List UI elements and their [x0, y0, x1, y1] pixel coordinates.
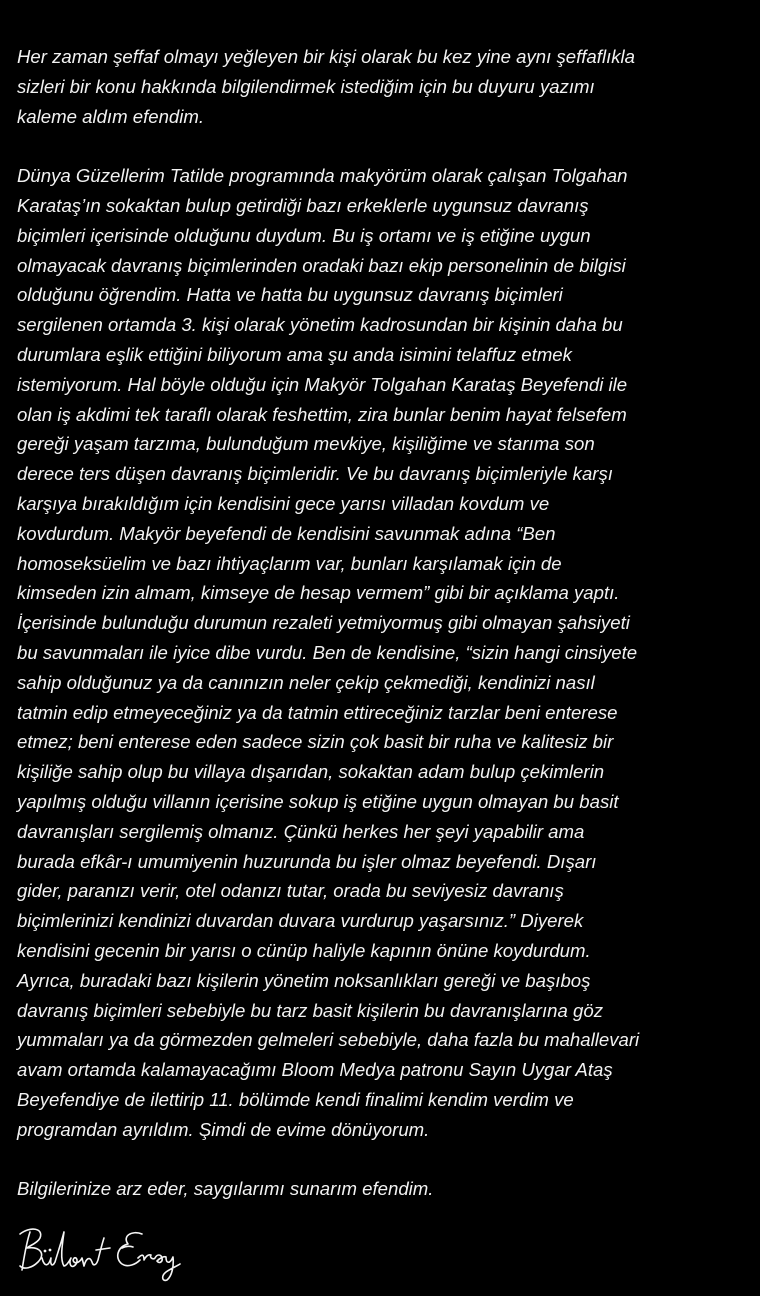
text-line: programdan ayrıldım. Şimdi de evime dönüyorum.	[17, 1118, 430, 1140]
text-line: kovdurdum. Makyör beyefendi de kendisini savunmak adına “Ben	[17, 522, 556, 544]
text-line: biçimlerinizi kendinizi duvardan duvara vurdurup yaşarsınız.” Diyerek	[17, 910, 584, 932]
text-line: olmayacak davranış biçimlerinden oradaki bazı ekip personelinin de bilgisi	[17, 254, 626, 276]
text-line: homoseksüelim ve bazı ihtiyaçlarım var, bunları karşılamak için de	[17, 552, 562, 574]
text-line: sizleri bir konu hakkında bilgilendirmek istediğim için bu duyuru yazımı	[17, 75, 595, 97]
text-line: Bilgilerinize arz eder, saygılarımı sunarım efendim.	[17, 1178, 434, 1200]
text-line: sergilenen ortamda 3. kişi olarak yönetim kadrosundan bir kişinin daha bu	[17, 314, 623, 336]
text-line: gider, paranızı verir, otel odanızı tutar, orada bu seviyesiz davranış	[17, 880, 564, 902]
text-line: kendisini gecenin bir yarısı o cünüp haliyle kapının önüne koydurdum.	[17, 939, 591, 961]
paragraph-3	[17, 1174, 747, 1204]
text-line: yapılmış olduğu villanın içerisine sokup iş etiğine uygun olmayan bu basit	[17, 790, 619, 812]
paragraph-gap	[17, 131, 747, 161]
text-line: kaleme aldım efendim.	[17, 105, 205, 127]
text-line: Beyefendiye de ilettirip 11. bölümde kendi finalimi kendim verdim ve	[17, 1088, 574, 1110]
paragraph-gap	[17, 1144, 747, 1174]
text-line: durumlara eşlik ettiğini biliyorum ama şu anda isimini telaffuz etmek	[17, 343, 572, 365]
text-line: yummaları ya da görmezden gelmeleri sebebiyle, daha fazla bu mahallevari	[17, 1029, 640, 1051]
text-line: davranışları sergilemiş olmanız. Çünkü herkes her şeyi yapabilir ama	[17, 820, 585, 842]
text-line: etmez; beni enterese eden sadece sizin çok basit bir ruha ve kalitesiz bir	[17, 731, 614, 753]
handwritten-signature	[14, 1222, 204, 1282]
text-line: davranış biçimleri sebebiyle bu tarz basit kişilerin bu davranışlarına göz	[17, 999, 603, 1021]
text-line: istemiyorum. Hal böyle olduğu için Makyör Tolgahan Karataş Beyefendi ile	[17, 373, 628, 395]
text-line: Her zaman şeffaf olmayı yeğleyen bir kişi olarak bu kez yine aynı şeffaflıkla	[17, 46, 636, 67]
text-line: biçimleri içerisinde olduğunu duydum. Bu iş ortamı ve iş etiğine uygun	[17, 224, 591, 246]
text-line: kişiliğe sahip olup bu villaya dışarıdan, sokaktan adam bulup çekimlerin	[17, 761, 605, 783]
text-line: gereği yaşam tarzıma, bulunduğum mevkiye, kişiliğime ve starıma son	[17, 433, 595, 455]
text-line: avam ortamda kalamayacağımı Bloom Medya patronu Sayın Uygar Ataş	[17, 1059, 613, 1081]
text-line: Karataş’ın sokaktan bulup getirdiği bazı erkeklerle uygunsuz davranış	[17, 194, 589, 216]
text-line: olan iş akdimi tek taraflı olarak feshettim, zira bunlar benim hayat felsefem	[17, 403, 627, 425]
text-line: kimseden izin almam, kimseye de hesap vermem” gibi bir açıklama yaptı.	[17, 582, 620, 604]
text-line: Ayrıca, buradaki bazı kişilerin yönetim noksanlıkları gereği ve başıboş	[17, 969, 591, 991]
text-line: karşıya bırakıldığım için kendisini gece yarısı villadan kovdum ve	[17, 492, 550, 514]
text-line: Dünya Güzellerim Tatilde programında makyörüm olarak çalışan Tolgahan	[17, 165, 628, 187]
text-line: bu savunmaları ile iyice dibe vurdu. Ben de kendisine, “sizin hangi cinsiyete	[17, 641, 638, 663]
text-line: sahip olduğunuz ya da canınızın neler çekip çekmediği, kendinizi nasıl	[17, 671, 595, 693]
text-line: olduğunu öğrendim. Hatta ve hatta bu uygunsuz davranış biçimleri	[17, 284, 563, 306]
text-line: İçerisinde bulunduğu durumun rezaleti yetmiyormuş gibi olmayan şahsiyeti	[17, 612, 630, 634]
paragraph-2	[17, 161, 747, 1144]
text-line: derece ters düşen davranış biçimleridir. Ve bu davranış biçimleriyle karşı	[17, 463, 613, 485]
text-line: burada efkâr-ı umumiyenin huzurunda bu işler olmaz beyefendi. Dışarı	[17, 850, 597, 872]
letter-body	[17, 42, 747, 1204]
paragraph-1	[17, 42, 747, 131]
text-line: tatmin edip etmeyeceğiniz ya da tatmin ettireceğiniz tarzlar beni enterese	[17, 701, 618, 723]
